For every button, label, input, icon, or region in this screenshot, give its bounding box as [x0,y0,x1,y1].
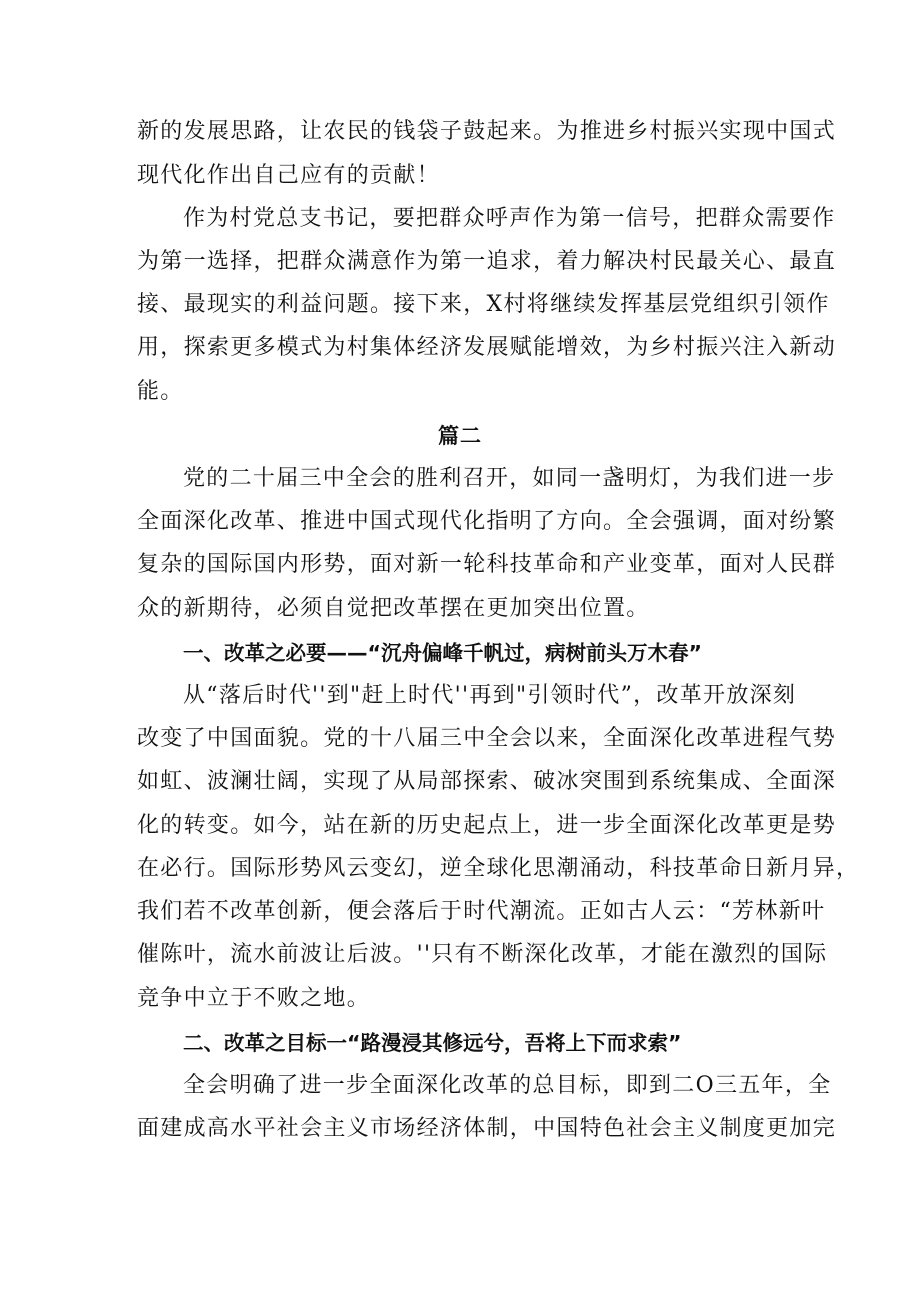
paragraph-line: 能。 [137,379,184,404]
paragraph-line: 众的新期待，必须自觉把改革摆在更加突出位置。 [137,596,650,621]
section-heading: 一、改革之必要——“沉舟偏峰千帆过，病树前头万木春” [183,641,702,665]
section-title: 篇二 [438,424,482,448]
paragraph-line: 全面深化改革、推进中国式现代化指明了方向。全会强调，面对纷繁 [137,509,837,534]
paragraph-line: 竞争中立于不败之地。 [137,986,371,1011]
paragraph-line: 面建成高水平社会主义市场经济体制，中国特色社会主义制度更加完 [137,1116,837,1141]
paragraph-line: 我们若不改革创新，便会落后于时代潮流。正如古人云：“芳林新叶 [137,899,826,924]
paragraph-line: 如虹、波澜壮阔，实现了从局部探索、破冰突围到系统集成、全面深 [137,769,837,794]
paragraph-line: 改变了中国面貌。党的十八届三中全会以来，全面深化改革进程气势 [137,726,837,751]
paragraph-line: 催陈叶，流水前波让后波。''只有不断深化改革，才能在激烈的国际 [137,942,828,967]
paragraph-line: 党的二十届三中全会的胜利召开，如同一盏明灯，为我们进一步 [183,466,836,491]
section-heading: 二、改革之目标一“路漫浸其修远兮，吾将上下而求索” [183,1031,682,1055]
paragraph-line: 从“落后时代''到"赶上时代''再到"引领时代”，改革开放深刻 [183,683,797,708]
paragraph-line: 接、最现实的利益问题。接下来，X村将继续发挥基层党组织引领作 [137,292,830,317]
paragraph-line: 全会明确了进一步全面深化改革的总目标，即到二O三五年，全 [183,1073,832,1098]
paragraph-line: 现代化作出自己应有的贡献！ [137,163,440,188]
paragraph-line: 为第一选择，把群众满意作为第一追求，着力解决村民最关心、最直 [137,249,837,274]
paragraph-line: 用，探索更多模式为村集体经济发展赋能增效，为乡村振兴注入新动 [137,335,837,360]
paragraph-line: 复杂的国际国内形势，面对新一轮科技革命和产业变革，面对人民群 [137,552,837,577]
paragraph-line: 新的发展思路，让农民的钱袋子鼓起来。为推进乡村振兴实现中国式 [137,119,837,144]
paragraph-line: 在必行。国际形势风云变幻，逆全球化思潮涌动，科技革命日新月异， [137,856,860,881]
paragraph-line: 化的转变。如今，站在新的历史起点上，进一步全面深化改革更是势 [137,813,837,838]
paragraph-line: 作为村党总支书记，要把群众呼声作为第一信号，把群众需要作 [183,206,836,231]
